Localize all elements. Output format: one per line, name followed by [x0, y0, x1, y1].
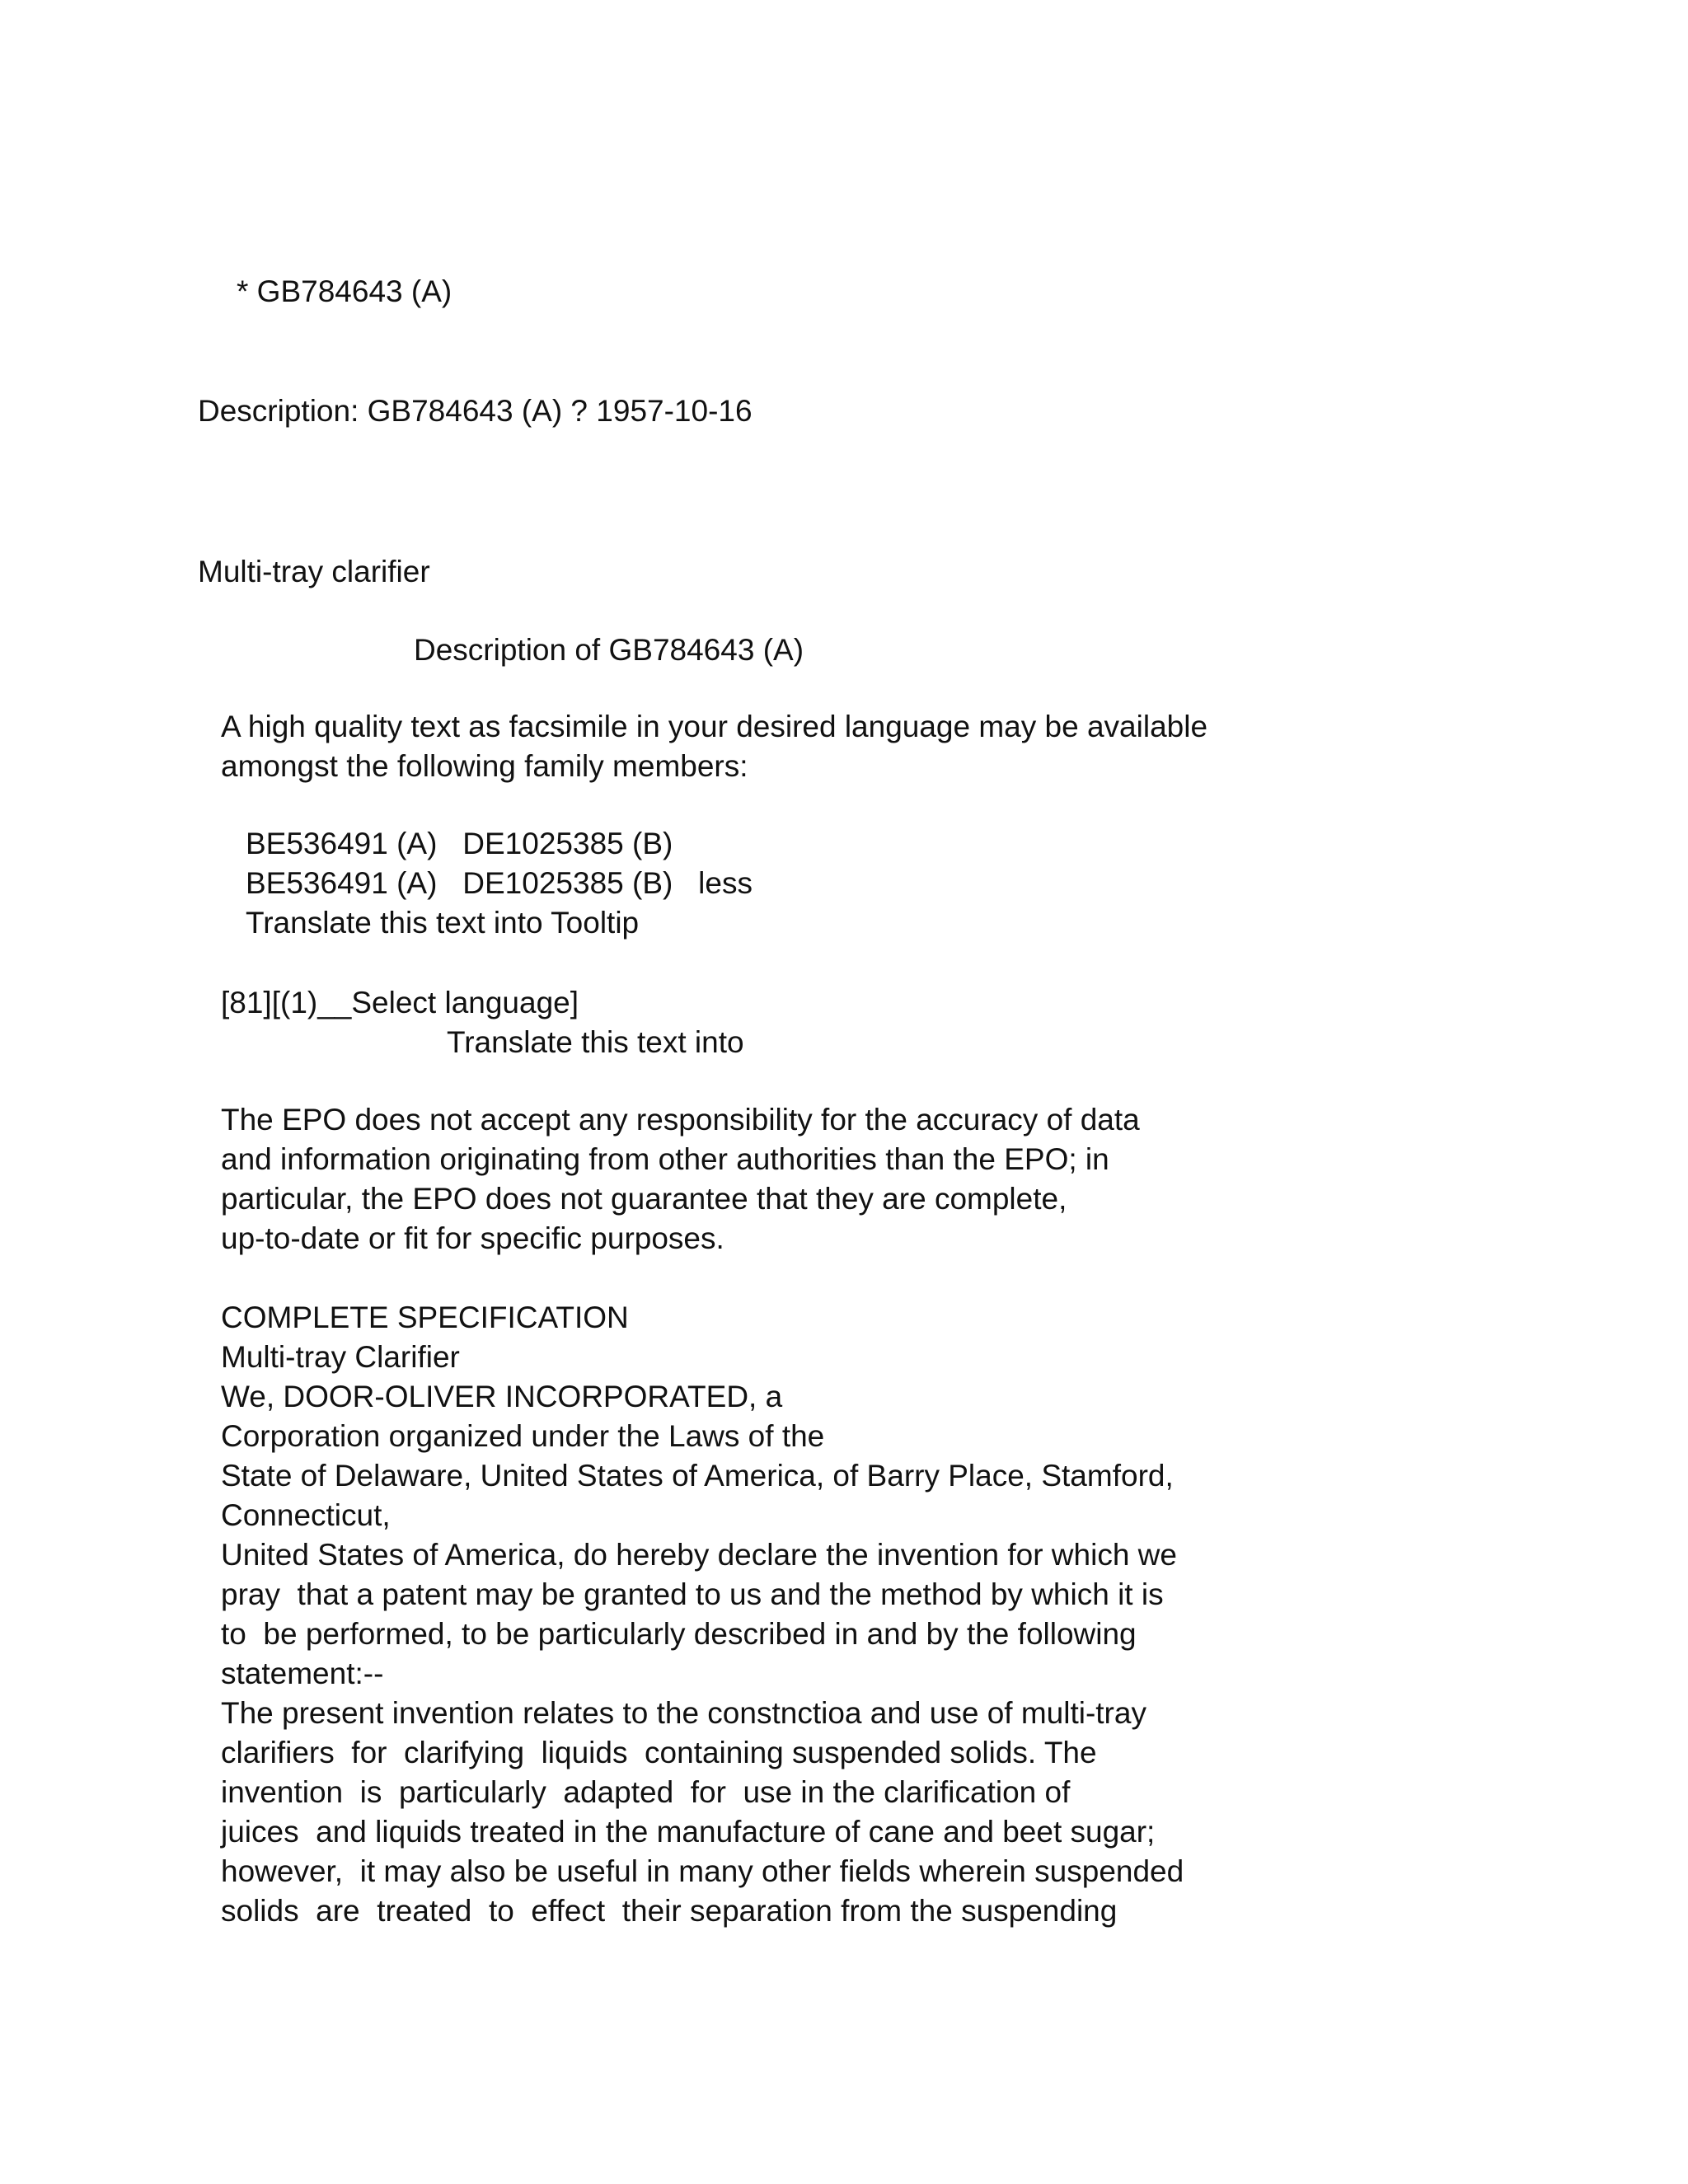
specification-line: Corporation organized under the Laws of the — [221, 1419, 825, 1453]
specification-line: Connecticut, — [221, 1498, 391, 1532]
disclaimer-line: and information originating from other authorities than the EPO; in — [221, 1142, 1109, 1176]
specification-line: to be performed, to be particularly described in and by the following — [221, 1617, 1137, 1651]
family-member-link[interactable]: DE1025385 (B) — [462, 866, 673, 900]
document-title: Multi-tray clarifier — [198, 555, 430, 588]
family-member-link[interactable]: BE536491 (A) — [246, 827, 438, 860]
specification-line: United States of America, do hereby declare the invention for which we — [221, 1538, 1177, 1572]
disclaimer-line: up-to-date or fit for specific purposes. — [221, 1221, 724, 1255]
facsimile-notice-line: amongst the following family members: — [221, 749, 748, 783]
translate-tooltip[interactable]: Translate this text into Tooltip — [246, 906, 640, 940]
less-link[interactable]: less — [698, 866, 753, 900]
facsimile-notice-line: A high quality text as facsimile in your desired language may be available — [221, 710, 1208, 743]
description-line: Description: GB784643 (A) ? 1957-10-16 — [198, 394, 753, 428]
facsimile-notice — [221, 707, 1207, 786]
family-members — [246, 824, 753, 943]
specification-line: statement:-- — [221, 1657, 384, 1690]
disclaimer — [221, 1100, 1140, 1258]
specification-heading: COMPLETE SPECIFICATION — [221, 1301, 629, 1334]
specification-line: clarifiers for clarifying liquids containing suspended solids. The — [221, 1736, 1097, 1769]
specification-line: The present invention relates to the constnctioa and use of multi-tray — [221, 1696, 1146, 1730]
specification-line: We, DOOR-OLIVER INCORPORATED, a — [221, 1380, 783, 1413]
disclaimer-line: The EPO does not accept any responsibility for the accuracy of data — [221, 1103, 1140, 1137]
family-member-link[interactable]: BE536491 (A) — [246, 866, 438, 900]
disclaimer-line: particular, the EPO does not guarantee that they are complete, — [221, 1182, 1067, 1216]
specification-text — [221, 1298, 1184, 1931]
specification-line: however, it may also be useful in many other fields wherein suspended — [221, 1854, 1184, 1888]
specification-line: Multi-tray Clarifier — [221, 1340, 460, 1374]
specification-line: invention is particularly adapted for use in the clarification of — [221, 1775, 1071, 1809]
translate-label-block — [447, 1023, 744, 1062]
specification-line: pray that a patent may be granted to us and the method by which it is — [221, 1577, 1164, 1611]
family-members-row — [246, 864, 753, 903]
family-members-row — [246, 824, 753, 864]
specification-line: State of Delaware, United States of America, of Barry Place, Stamford, — [221, 1459, 1174, 1493]
select-language-dropdown[interactable]: [81][(1)__Select language] — [221, 986, 579, 1019]
translate-label: Translate this text into — [447, 1025, 744, 1059]
description-of-heading: Description of GB784643 (A) — [414, 633, 804, 667]
language-select — [221, 983, 579, 1023]
specification-line: juices and liquids treated in the manufacture of cane and beet sugar; — [221, 1815, 1156, 1849]
family-member-link[interactable]: DE1025385 (B) — [462, 827, 673, 860]
specification-line: solids are treated to effect their separation from the suspending — [221, 1894, 1118, 1928]
doc-id-line: * GB784643 (A) — [237, 274, 452, 308]
